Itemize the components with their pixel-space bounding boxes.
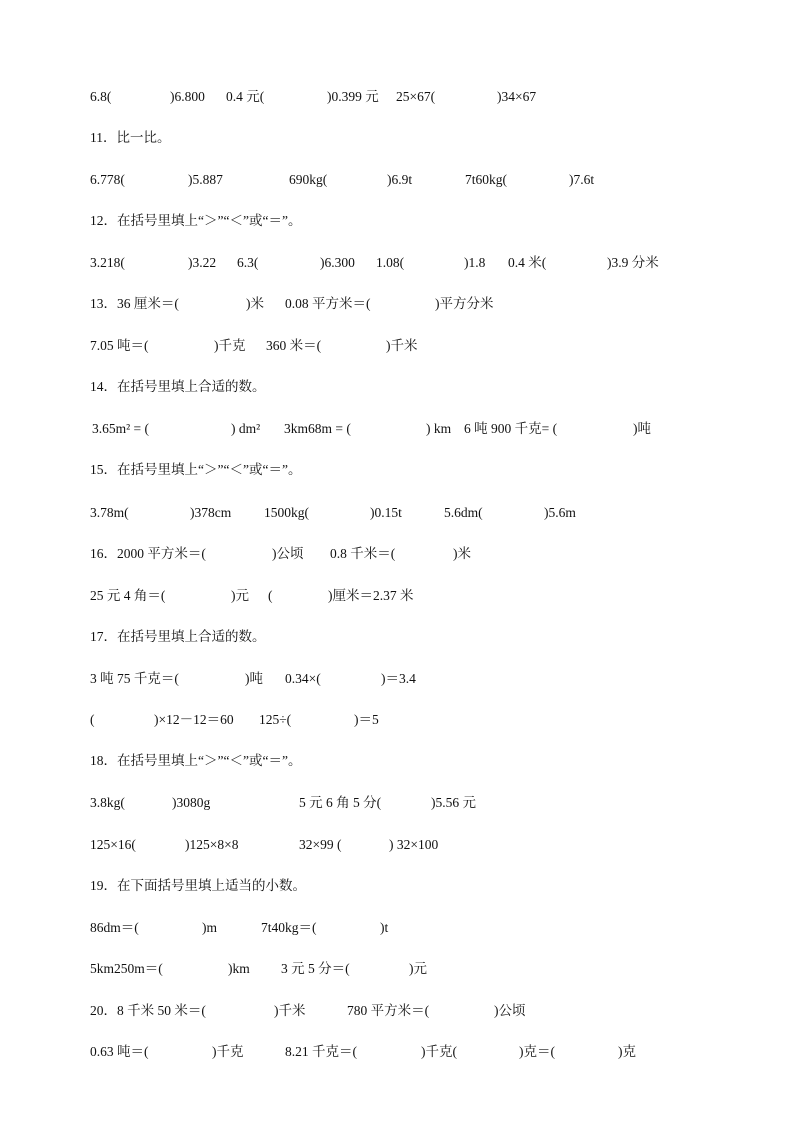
text-segment: )千米 xyxy=(274,1003,306,1018)
text-segment: )吨 xyxy=(633,421,651,436)
text-segment: )t xyxy=(380,920,389,935)
heading-text: 14．在括号里填上合适的数。 xyxy=(90,379,266,394)
text-segment: )378cm xyxy=(190,505,232,520)
text-segment: )3080g xyxy=(172,795,211,810)
text-segment: )km xyxy=(228,961,250,976)
text-segment: )厘米＝2.37 米 xyxy=(328,588,414,603)
text-segment: )3.22 xyxy=(188,255,217,270)
text-segment: 0.08 平方米＝( xyxy=(285,296,371,311)
text-segment: )m xyxy=(202,920,217,935)
text-segment: 125×16( xyxy=(90,837,136,852)
text-segment: )5.6m xyxy=(544,505,576,520)
text-segment: 125÷( xyxy=(259,712,292,727)
text-segment: 1.08( xyxy=(376,255,405,270)
text-segment: 3 元 5 分＝( xyxy=(281,961,350,976)
heading-text: 18．在括号里填上“＞”“＜”或“＝”。 xyxy=(90,753,302,768)
text-segment: 7t60kg( xyxy=(465,172,507,187)
text-segment: 7t40kg＝( xyxy=(261,920,317,935)
text-segment: 25×67( xyxy=(396,89,436,104)
text-segment: 0.4 米( xyxy=(508,255,547,270)
text-segment: 8.21 千克＝( xyxy=(285,1044,357,1059)
text-segment: 5 元 6 角 5 分( xyxy=(299,795,382,810)
text-segment: )3.9 分米 xyxy=(607,255,659,270)
text-segment: 0.4 元( xyxy=(226,89,265,104)
heading-text: 15．在括号里填上“＞”“＜”或“＝”。 xyxy=(90,462,302,477)
text-segment: 0.63 吨＝( xyxy=(90,1044,149,1059)
text-segment: )6.300 xyxy=(320,255,355,270)
heading-text: 19．在下面括号里填上适当的小数。 xyxy=(90,878,306,893)
text-segment: )0.399 元 xyxy=(327,89,379,104)
heading-text: 11．比一比。 xyxy=(90,130,171,145)
text-segment: 780 平方米＝( xyxy=(347,1003,430,1018)
text-segment: )千克 xyxy=(214,338,246,353)
text-segment: )＝3.4 xyxy=(381,671,416,686)
text-segment: )34×67 xyxy=(497,89,537,104)
text-segment: ( xyxy=(90,712,95,727)
text-segment: )125×8×8 xyxy=(185,837,239,852)
text-segment: ) dm² xyxy=(231,421,261,436)
text-segment: )克 xyxy=(618,1044,636,1059)
text-segment: )公顷 xyxy=(494,1003,526,1018)
text-segment: 6.778( xyxy=(90,172,125,187)
text-segment: 25 元 4 角＝( xyxy=(90,588,166,603)
heading-text: 12．在括号里填上“＞”“＜”或“＝”。 xyxy=(90,213,302,228)
text-segment: )千克( xyxy=(421,1044,457,1059)
text-segment: 6.8( xyxy=(90,89,112,104)
text-segment: )平方分米 xyxy=(435,296,494,311)
text-segment: )×12－12＝60 xyxy=(154,712,234,727)
text-segment: 5km250m＝( xyxy=(90,961,163,976)
text-segment: 16．2000 平方米＝( xyxy=(90,546,206,561)
text-segment: )5.887 xyxy=(188,172,223,187)
text-segment: 360 米＝( xyxy=(266,338,322,353)
text-segment: 3.8kg( xyxy=(90,795,125,810)
text-segment: 13．36 厘米＝( xyxy=(90,296,179,311)
text-segment: 3.218( xyxy=(90,255,125,270)
text-segment: 3.65m² = ( xyxy=(92,421,150,436)
text-segment: )元 xyxy=(231,588,249,603)
text-segment: ) 32×100 xyxy=(389,837,439,852)
text-segment: )＝5 xyxy=(354,712,379,727)
text-segment: 20．8 千米 50 米＝( xyxy=(90,1003,206,1018)
text-segment: 6.3( xyxy=(237,255,259,270)
text-segment: 690kg( xyxy=(289,172,328,187)
text-segment: )5.56 元 xyxy=(431,795,476,810)
text-segment: )吨 xyxy=(245,671,263,686)
text-segment: 6 吨 900 千克= ( xyxy=(464,421,558,436)
text-segment: 5.6dm( xyxy=(444,505,483,520)
text-segment: )千米 xyxy=(386,338,418,353)
text-segment: )6.800 xyxy=(170,89,205,104)
text-segment: )米 xyxy=(246,296,264,311)
text-segment: )元 xyxy=(409,961,427,976)
text-segment: )7.6t xyxy=(569,172,595,187)
text-segment: 0.8 千米＝( xyxy=(330,546,396,561)
text-segment: 3 吨 75 千克＝( xyxy=(90,671,179,686)
heading-text: 17．在括号里填上合适的数。 xyxy=(90,629,266,644)
text-segment: )米 xyxy=(453,546,471,561)
text-segment: ) km xyxy=(426,421,452,436)
text-segment: 3.78m( xyxy=(90,505,129,520)
text-segment: 32×99 ( xyxy=(299,837,342,852)
text-segment: 3km68m = ( xyxy=(284,421,351,436)
text-segment: 1500kg( xyxy=(264,505,309,520)
text-segment: )公顷 xyxy=(272,546,304,561)
text-segment: ( xyxy=(268,588,273,603)
text-segment: )千克 xyxy=(212,1044,244,1059)
text-segment: 86dm＝( xyxy=(90,920,139,935)
text-segment: 0.34×( xyxy=(285,671,321,686)
text-segment: )6.9t xyxy=(387,172,413,187)
text-segment: )1.8 xyxy=(464,255,486,270)
text-segment: 7.05 吨＝( xyxy=(90,338,149,353)
text-segment: )0.15t xyxy=(370,505,402,520)
text-segment: )克＝( xyxy=(519,1044,555,1059)
